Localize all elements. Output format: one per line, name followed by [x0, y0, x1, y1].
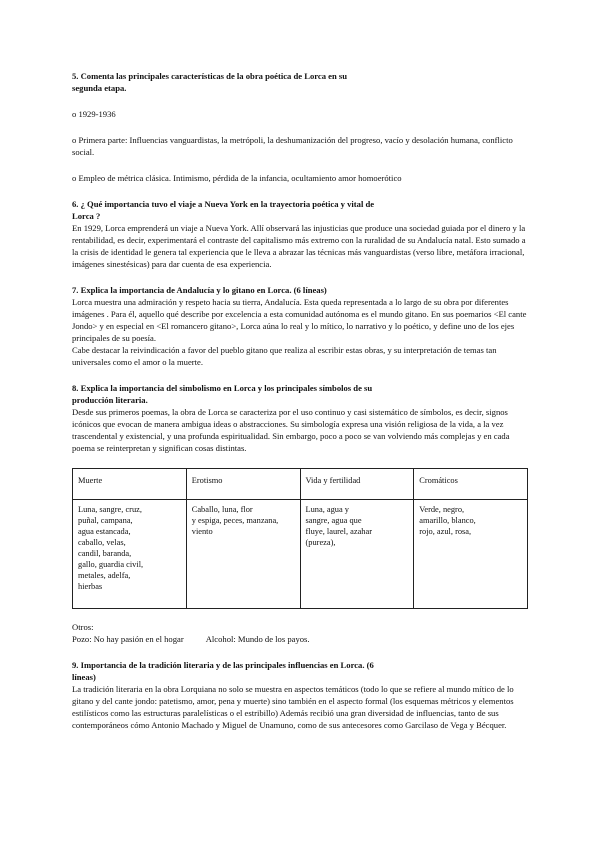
- table-header-cromaticos: Cromáticos: [414, 469, 528, 500]
- others-line: [72, 633, 532, 645]
- q8-text: Desde sus primeros poemas, la obra de Lorca se caracteriza por el uso continuo y casi sistemático de símbolos, es decir, signos icónicos que evocan de manera ambigua ideas o abstracciones. Su simbología expresa una visión religiosa de la vida, a la vez trascendental y existencial, y una profunda espiritualidad. Sin embargo, poco a poco se van volviendo más complejas y en cada poema se reinterpretan y significan cosas distintas.: [72, 407, 510, 453]
- q6-title-line2: Lorca ?: [72, 211, 101, 221]
- table-cell-line: Caballo, luna, flor: [191, 505, 253, 514]
- q8-title-line2: producción literaria.: [72, 395, 148, 405]
- q7-title: 7. Explica la importancia de Andalucía y lo gitano en Lorca. (6 líneas): [72, 285, 327, 295]
- table-cell-line: caballo, velas,: [78, 538, 126, 547]
- q5-title-line1: 5. Comenta las principales características de la obra poética de Lorca en su: [72, 71, 348, 81]
- table-cell-line: viento: [191, 527, 213, 536]
- table-cell-line: Luna, agua y: [305, 505, 349, 514]
- q6-text: En 1929, Lorca emprenderá un viaje a Nueva York. Allí observará las injusticias que produce una sociedad guiada por el dinero y la rentabilidad, es decir, experimentará el contraste del capitalismo más extremo con la ruralidad de su Andalucía natal. Esto sumado a la crisis de identidad le genera tal experiencia que le lleva a abrazar las técnicas más vanguardistas (verso libre, metáfora irracional, imágenes sinestésicas) para dar cuenta de esa experiencia.: [72, 223, 526, 269]
- others-item-pozo: Pozo: No hay pasión en el hogar: [72, 634, 184, 644]
- document-page: [72, 70, 532, 731]
- table-cell-line: puñal, campana,: [78, 516, 133, 525]
- table-cell-line: agua estancada,: [78, 527, 131, 536]
- q8-title-line1: 8. Explica la importancia del simbolismo en Lorca y los principales símbolos de su: [72, 383, 373, 393]
- table-cell-line: (pureza),: [305, 538, 336, 547]
- table-cell-erotismo: [186, 500, 300, 609]
- table-cell-line: hierbas: [78, 582, 103, 591]
- table-cell-line: fluye, laurel, azahar: [305, 527, 372, 536]
- table-cell-line: candil, baranda,: [78, 549, 132, 558]
- table-header-muerte: Muerte: [73, 469, 187, 500]
- table-cell-muerte: [73, 500, 187, 609]
- q6-title-line1: 6. ¿ Qué importancia tuvo el viaje a Nueva York en la trayectoria poética y vital de: [72, 199, 375, 209]
- q9-title-line2: líneas): [72, 672, 96, 682]
- table-cell-cromaticos: [414, 500, 528, 609]
- others-item-alcohol: Alcohol: Mundo de los payos.: [205, 634, 310, 644]
- q7-text-2: Cabe destacar la reivindicación a favor del pueblo gitano que realiza al escribir estas obras, y su interpretación de temas tan universales como el amor o la muerte.: [72, 345, 497, 367]
- table-cell-line: amarillo, blanco,: [419, 516, 476, 525]
- table-cell-line: Verde, negro,: [419, 505, 465, 514]
- table-cell-line: sangre, agua que: [305, 516, 362, 525]
- q5-item-2: o Primera parte: Influencias vanguardistas, la metrópoli, la deshumanización del progreso, vacío y desolación humana, conflicto social.: [72, 135, 513, 157]
- q9-title-line1: 9. Importancia de la tradición literaria y de las principales influencias en Lorca. (6: [72, 660, 374, 670]
- q5-item-3: o Empleo de métrica clásica. Intimismo, pérdida de la infancia, ocultamiento amor homoerótico: [72, 173, 402, 183]
- table-cell-vida: [300, 500, 414, 609]
- table-cell-line: y espiga, peces, manzana,: [191, 516, 279, 525]
- table-cell-line: gallo, guardia civil,: [78, 560, 144, 569]
- symbols-table: [72, 468, 528, 609]
- table-header-erotismo: Erotismo: [186, 469, 300, 500]
- q7-text-1: Lorca muestra una admiración y respeto hacia su tierra, Andalucía. Esta queda representada a lo largo de su obra por diferentes imágenes . Para él, aquello qué describe por excelencia a esta comunidad autónoma es el mundo gitano. En sus poemarios <El cante Jondo> y en especial en <El romancero gitano>, Lorca aúna lo real y lo mítico, lo narrativo y lo poético, y define uno de los ejes principales de su poesía.: [72, 297, 527, 343]
- table-cell-line: metales, adelfa,: [78, 571, 131, 580]
- table-header-vida: Vida y fertilidad: [300, 469, 414, 500]
- q5-item-1: o 1929-1936: [72, 109, 116, 119]
- q5-title-line2: segunda etapa.: [72, 83, 127, 93]
- others-label: Otros:: [72, 622, 94, 632]
- table-cell-line: rojo, azul, rosa,: [419, 527, 472, 536]
- table-cell-line: Luna, sangre, cruz,: [78, 505, 142, 514]
- q9-text: La tradición literaria en la obra Lorquiana no solo se muestra en aspectos temáticos (todo lo que se refiere al mundo mítico de lo gitano y del cante jondo: patetismo, amor, pena y muerte) sino también en el aspecto formal (los esquemas métricos y elementos estilísticos como las estructuras paralelísticas o el estribillo) Además recibió una gran diversidad de influencias, tanto de sus contemporáneos cómo Antonio Machado y Miguel de Unamuno, como de sus antecesores como Garcilaso de Vega y Bécquer.: [72, 684, 514, 730]
